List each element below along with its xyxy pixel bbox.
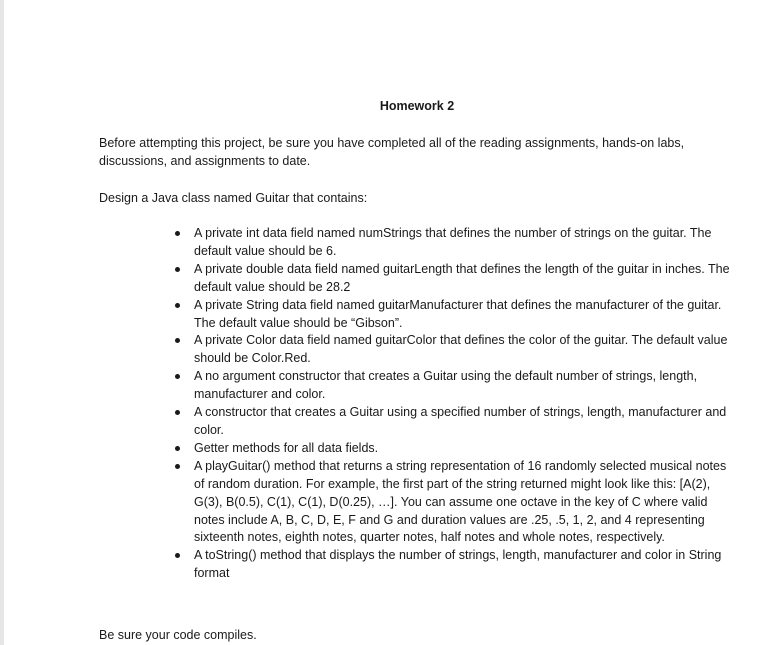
bullet-icon	[175, 338, 180, 343]
design-heading: Design a Java class named Guitar that contains:	[99, 191, 368, 205]
list-item	[194, 404, 734, 440]
list-item-text: A toString() method that displays the number of strings, length, manufacturer and color in String format	[194, 548, 722, 581]
bullet-icon	[175, 553, 180, 558]
bullet-icon	[175, 267, 180, 272]
list-item-text: Getter methods for all data fields.	[194, 440, 379, 455]
list-item-text: A private String data field named guitarManufacturer that defines the manufacturer of the guitar. The default value should be “Gibson”.	[194, 297, 722, 330]
list-item	[194, 332, 734, 368]
list-item	[194, 458, 734, 548]
document-page	[4, 0, 776, 645]
requirements-list	[194, 225, 734, 583]
list-item	[194, 225, 734, 261]
bullet-icon	[175, 410, 180, 415]
list-item	[194, 297, 734, 333]
list-item-text: A private int data field named numStrings that defines the number of strings on the guitar. The default value should be 6.	[194, 226, 712, 258]
list-item	[194, 440, 734, 458]
list-item-text: A constructor that creates a Guitar using a specified number of strings, length, manufacturer and color.	[194, 405, 727, 437]
closing-note: Be sure your code compiles.	[99, 628, 257, 642]
list-item	[194, 261, 734, 297]
list-item	[194, 368, 734, 404]
list-item-text: A private double data field named guitarLength that defines the length of the guitar in inches. The default value should be 28.2	[194, 261, 730, 294]
intro-paragraph: Before attempting this project, be sure you have completed all of the reading assignments, hands-on labs, discussions, and assignments to date.	[99, 136, 685, 168]
list-item-text: A private Color data field named guitarColor that defines the color of the guitar. The default value should be Color.Red.	[194, 333, 728, 366]
list-item-text: A no argument constructor that creates a Guitar using the default number of strings, length, manufacturer and color.	[194, 369, 698, 402]
bullet-icon	[175, 446, 180, 451]
bullet-icon	[175, 303, 180, 308]
list-item	[194, 547, 734, 583]
list-item-text: A playGuitar() method that returns a string representation of 16 randomly selected musical notes of random duration. For example, the first part of the string returned might look like this: [A(2), G(3), B(0.5), C(1), C(1), D(0.25), …]. You can assume one octave in the key of C where valid notes include A, B, C, D, E, F and G and duration values are .25, .5, 1, 2, and 4 representing sixteenth notes, eighth notes, quarter notes, half notes and whole notes, respectively.	[194, 458, 727, 545]
bullet-icon	[175, 464, 180, 469]
bullet-icon	[175, 231, 180, 236]
document-title: Homework 2	[379, 99, 455, 113]
bullet-icon	[175, 374, 180, 379]
